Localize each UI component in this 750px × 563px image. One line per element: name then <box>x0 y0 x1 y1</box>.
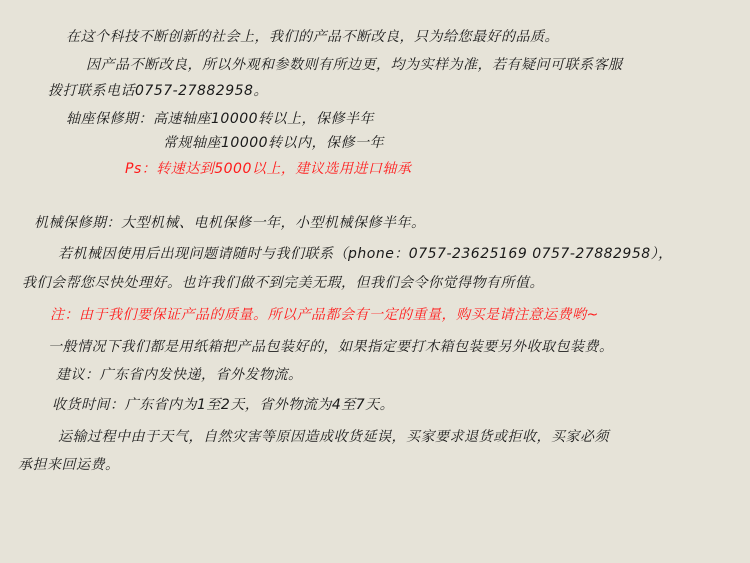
bearing-ps-note: Ps：转速达到5000以上，建议选用进口轴承 <box>125 161 412 177</box>
intro-line-2: 因产品不断改良，所以外观和参数则有所边更，均为实样为准，若有疑问可联系客服 <box>86 57 623 73</box>
machine-contact-line: 若机械因使用后出现问题请随时与我们联系（phone：0757-23625169 0757-27882958）， <box>58 246 673 262</box>
delay-policy-line-1: 运输过程中由于天气，自然灾害等原因造成收货延误，买家要求退货或拒收，买家必须 <box>58 429 609 445</box>
delay-policy-line-2: 承担来回运费。 <box>18 457 120 473</box>
shipping-weight-note: 注：由于我们要保证产品的质量。所以产品都会有一定的重量，购买是请注意运费哟~ <box>50 307 599 323</box>
machine-service-line: 我们会帮您尽快处理好。也许我们做不到完美无瑕，但我们会令你觉得物有所值。 <box>22 275 544 291</box>
shipping-advice-line: 建议：广东省内发快递，省外发物流。 <box>56 367 303 383</box>
intro-line-1: 在这个科技不断创新的社会上，我们的产品不断改良，只为给您最好的品质。 <box>66 29 559 45</box>
bearing-warranty-high-speed: 轴座保修期：高速轴座10000转以上，保修半年 <box>66 111 375 127</box>
delivery-time-line: 收货时间：广东省内为1至2天，省外物流为4至7天。 <box>52 397 395 413</box>
contact-phone-line: 拨打联系电话0757-27882958。 <box>48 83 268 99</box>
packaging-line: 一般情况下我们都是用纸箱把产品包装好的，如果指定要打木箱包装要另外收取包装费。 <box>48 339 614 355</box>
machine-warranty-line: 机械保修期：大型机械、电机保修一年，小型机械保修半年。 <box>34 215 426 231</box>
bearing-warranty-standard: 常规轴座10000转以内，保修一年 <box>163 135 385 151</box>
